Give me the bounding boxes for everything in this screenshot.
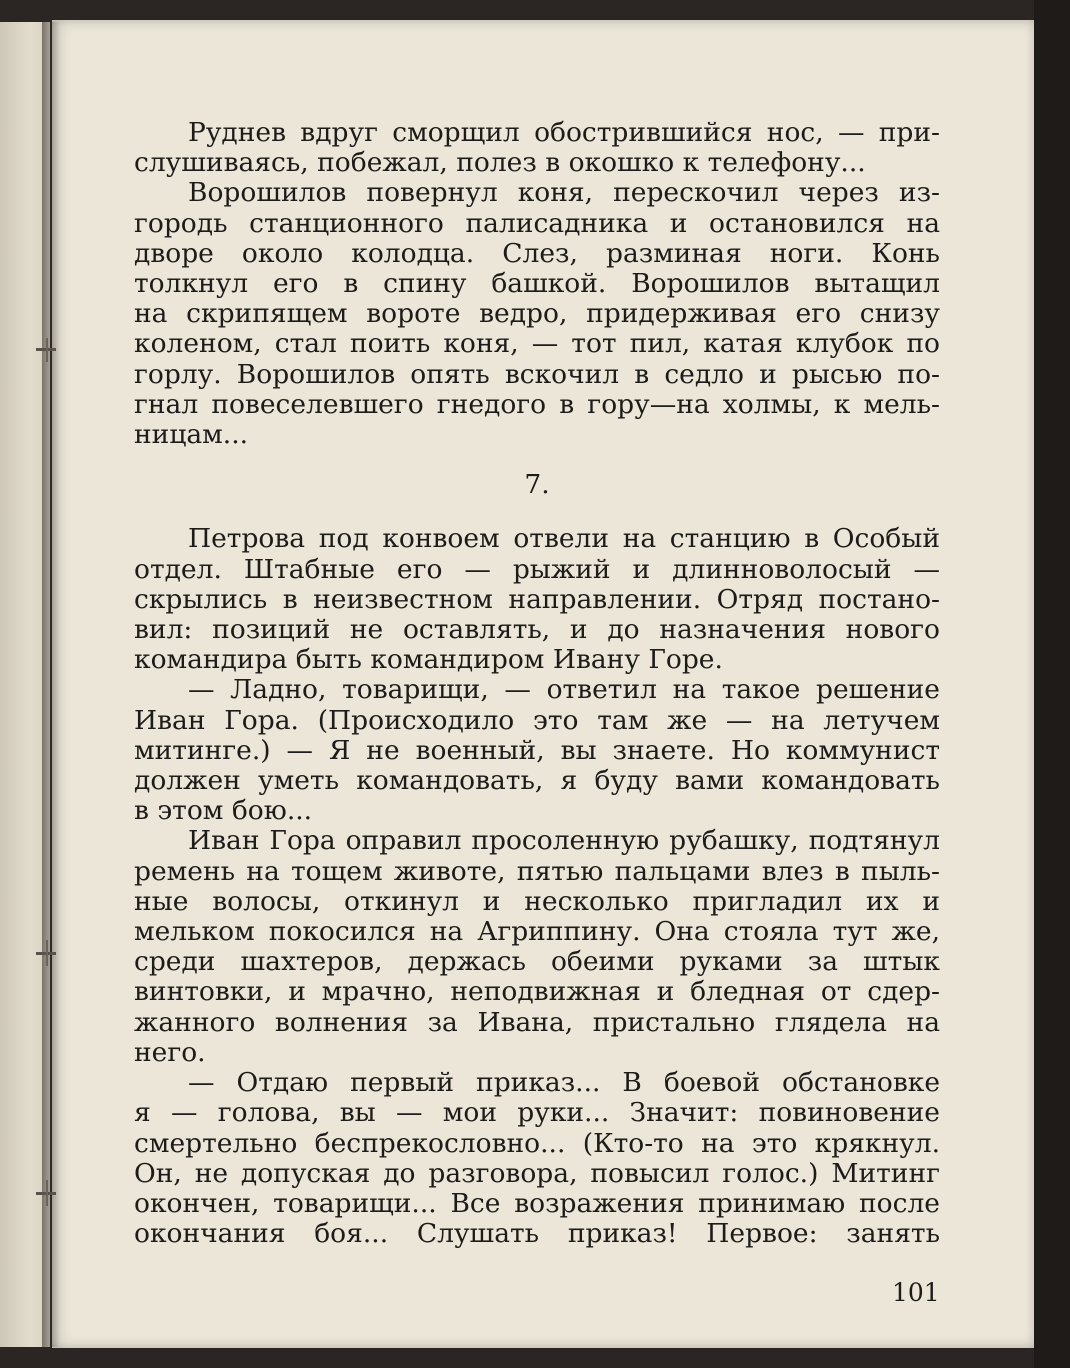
text-line: смертельно беспрекословно... (Кто-то на это крякнул. [134, 1127, 940, 1159]
text-line: ницам... [134, 419, 249, 451]
text-line: вил: позиций не оставлять, и до назначения нового [134, 614, 940, 646]
text-line: Он, не допуская до разговора, повысил голос.) Митинг [134, 1157, 940, 1189]
scan-border [1034, 0, 1070, 1368]
binding-thread [46, 338, 48, 362]
paragraph [134, 118, 940, 178]
text-line: слушиваясь, побежал, полез в окошко к телефону... [134, 147, 866, 179]
text-line: окончания боя... Слушать приказ! Первое: занять [134, 1218, 940, 1250]
text-line: отдел. Штабные его — рыжий и длинноволосый — [134, 553, 940, 585]
text-line: скрылись в неизвестном направлении. Отряд постано- [134, 583, 940, 615]
text-line: я — голова, вы — мои руки... Значит: повиновение [134, 1097, 940, 1129]
gutter-shadow [42, 22, 60, 1347]
paragraph [134, 524, 940, 675]
page-number: 101 [892, 1278, 940, 1307]
text-line: в этом бою... [134, 795, 313, 827]
paragraph [134, 178, 940, 450]
text-line: Петрова под конвоем отвели на станцию в Особый [188, 523, 940, 555]
text-line: гнал повеселевшего гнедого в гору—на холмы, к мель- [134, 388, 940, 420]
text-line: него. [134, 1036, 206, 1068]
text-line: — Ладно, товарищи, — ответил на такое решение [188, 674, 940, 706]
text-line: жанного волнения за Ивана, пристально глядела на [134, 1006, 940, 1038]
text-line: окончен, товарищи... Все возражения принимаю после [134, 1187, 940, 1219]
text-line: Иван Гора оправил просоленную рубашку, подтянул [188, 825, 940, 857]
text-line: ные волосы, откинул и несколько пригладил их и [134, 885, 940, 917]
text-line: среди шахтеров, держась обеими руками за штык [134, 946, 940, 978]
text-line: Иван Гора. (Происходило это там же — на летучем [134, 704, 940, 736]
paragraph [134, 1068, 940, 1249]
binding-thread [46, 1180, 48, 1206]
text-line: дворе около колодца. Слез, разминая ноги. Конь [134, 237, 940, 269]
text-line: на скрипящем вороте ведро, придерживая его снизу [134, 298, 940, 330]
paragraph [134, 675, 940, 826]
text-line: командира быть командиром Ивану Горе. [134, 644, 723, 676]
text-line: горлу. Ворошилов опять вскочил в седло и рысью по- [134, 358, 940, 390]
text-line: Ворошилов повернул коня, перескочил через из- [188, 177, 940, 209]
section-number: 7. [524, 469, 550, 501]
paragraph [134, 826, 940, 1068]
text-line: винтовки, и мрачно, неподвижная и бледная от сдер- [134, 976, 940, 1008]
text-line: городь станционного палисадника и остановился на [134, 207, 940, 239]
text-line: ремень на тощем животе, пятью пальцами влез в пыль- [134, 855, 940, 887]
text-line: Руднев вдруг сморщил обострившийся нос, — при- [188, 117, 940, 148]
text-line: должен уметь командовать, я буду вами командовать [134, 765, 940, 797]
text-line: коленом, стал поить коня, — тот пил, катая клубок по [134, 328, 940, 360]
text-line: — Отдаю первый приказ... В боевой обстановке [188, 1067, 940, 1099]
page-text [134, 118, 940, 1249]
binding-thread [46, 940, 48, 966]
text-line: мельком покосился на Агриппину. Она стояла тут же, [134, 916, 940, 948]
text-line: митинге.) — Я не военный, вы знаете. Но коммунист [134, 734, 940, 766]
text-line: толкнул его в спину башкой. Ворошилов вытащил [134, 268, 940, 300]
